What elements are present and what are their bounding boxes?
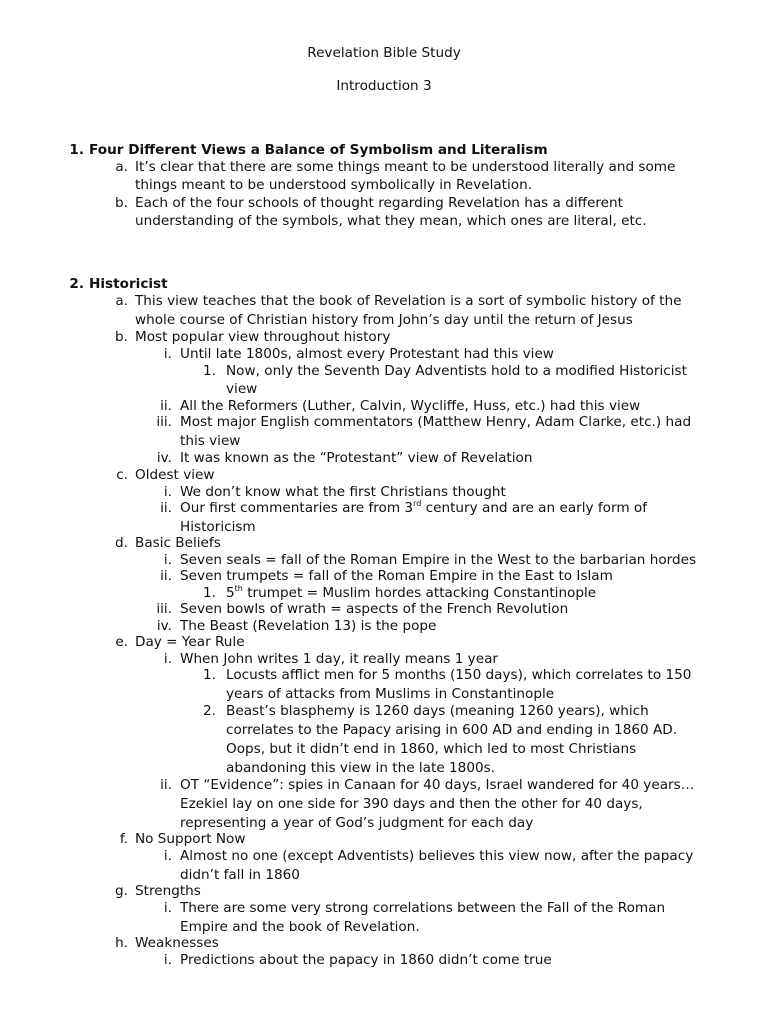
list-item-text: Historicism (180, 519, 256, 535)
list-item-text: Beast’s blasphemy is 1260 days (meaning 1260 years), which (226, 703, 649, 719)
list-item-text: Each of the four schools of thought regarding Revelation has a different (135, 195, 623, 211)
list-marker: a. (115, 159, 128, 175)
list-item-text: We don’t know what the first Christians thought (180, 484, 506, 500)
list-item-text: view (226, 381, 258, 397)
list-item-text: There are some very strong correlations between the Fall of the Roman (180, 900, 666, 916)
list-item-text: understanding of the symbols, what they mean, which ones are literal, etc. (135, 213, 647, 229)
list-item-text: It’s clear that there are some things meant to be understood literally and some (135, 159, 676, 175)
list-marker: iv. (156, 618, 172, 634)
list-item-text: Predictions about the papacy in 1860 didn’t come true (180, 952, 552, 968)
page-subtitle: Introduction 3 (336, 78, 432, 94)
list-item-text: correlates to the Papacy arising in 600 AD and ending in 1860 AD. (226, 722, 678, 738)
list-marker: i. (163, 900, 172, 916)
list-item-text: Day = Year Rule (135, 634, 245, 650)
list-item-text: Locusts afflict men for 5 months (150 days), which correlates to 150 (226, 667, 692, 683)
section-heading: Four Different Views a Balance of Symbolism and Literalism (89, 142, 548, 158)
list-marker: 2. (203, 703, 216, 719)
list-item-text: When John writes 1 day, it really means 1 year (180, 651, 499, 667)
list-item-text: Strengths (135, 883, 201, 899)
section-number: 1. (69, 142, 84, 158)
list-marker: d. (115, 535, 128, 551)
list-marker: h. (115, 935, 128, 951)
list-item-text: Now, only the Seventh Day Adventists hold to a modified Historicist (226, 363, 687, 379)
list-item-text: this view (180, 433, 241, 449)
list-marker: i. (163, 651, 172, 667)
list-item-text: Most major English commentators (Matthew Henry, Adam Clarke, etc.) had (180, 414, 692, 430)
list-marker: b. (115, 329, 128, 345)
list-item-text: The Beast (Revelation 13) is the pope (180, 618, 437, 634)
list-marker: ii. (160, 777, 172, 793)
list-item-text: Almost no one (except Adventists) believes this view now, after the papacy (180, 848, 694, 864)
list-marker: a. (115, 293, 128, 309)
list-item-text: It was known as the “Protestant” view of Revelation (180, 450, 533, 466)
list-item-text: Most popular view throughout history (135, 329, 391, 345)
list-marker: ii. (160, 500, 172, 516)
list-marker: ii. (160, 568, 172, 584)
list-item-text: Seven seals = fall of the Roman Empire in the West to the barbarian hordes (180, 552, 697, 568)
list-item-text: This view teaches that the book of Revelation is a sort of symbolic history of the (135, 293, 682, 309)
list-marker: 1. (203, 363, 216, 379)
list-marker: b. (115, 195, 128, 211)
list-item-text: Our first commentaries are from 3rd century and are an early form of (180, 499, 647, 516)
list-marker: iii. (156, 414, 172, 430)
section-number: 2. (69, 276, 84, 292)
list-item-text: OT “Evidence”: spies in Canaan for 40 days, Israel wandered for 40 years… (180, 777, 695, 793)
list-marker: iv. (156, 450, 172, 466)
list-item-text: Until late 1800s, almost every Protestant had this view (180, 346, 554, 362)
list-item-text: Oops, but it didn’t end in 1860, which led to most Christians (226, 741, 637, 757)
list-marker: i. (163, 552, 172, 568)
list-marker: i. (163, 952, 172, 968)
list-marker: e. (115, 634, 128, 650)
page-title: Revelation Bible Study (307, 45, 461, 61)
list-marker: 1. (203, 585, 216, 601)
list-item-text: Ezekiel lay on one side for 390 days and then the other for 40 days, (180, 796, 643, 812)
list-marker: 1. (203, 667, 216, 683)
list-item-text: years of attacks from Muslims in Constantinople (226, 686, 555, 702)
list-item-text: whole course of Christian history from John’s day until the return of Jesus (135, 312, 633, 328)
list-item-text: things meant to be understood symbolically in Revelation. (135, 177, 533, 193)
list-item-text: Seven bowls of wrath = aspects of the French Revolution (180, 601, 569, 617)
list-item-text: abandoning this view in the late 1800s. (226, 760, 496, 776)
list-marker: ii. (160, 398, 172, 414)
list-item-text: Empire and the book of Revelation. (180, 919, 420, 935)
list-item-text: Weaknesses (135, 935, 219, 951)
list-item-text: representing a year of God’s judgment for each day (180, 815, 534, 831)
list-item-text: 5th trumpet = Muslim hordes attacking Constantinople (226, 584, 597, 601)
list-item-text: Basic Beliefs (135, 535, 221, 551)
list-marker: i. (163, 484, 172, 500)
list-marker: f. (119, 831, 128, 847)
list-item-text: didn’t fall in 1860 (180, 867, 300, 883)
list-item-text: Oldest view (135, 467, 215, 483)
list-marker: iii. (156, 601, 172, 617)
section-heading: Historicist (89, 276, 168, 292)
list-marker: c. (116, 467, 128, 483)
list-marker: i. (163, 848, 172, 864)
list-item-text: No Support Now (135, 831, 246, 847)
list-item-text: Seven trumpets = fall of the Roman Empire in the East to Islam (180, 568, 613, 584)
list-item-text: All the Reformers (Luther, Calvin, Wycliffe, Huss, etc.) had this view (180, 398, 641, 414)
list-marker: g. (115, 883, 128, 899)
list-marker: i. (163, 346, 172, 362)
